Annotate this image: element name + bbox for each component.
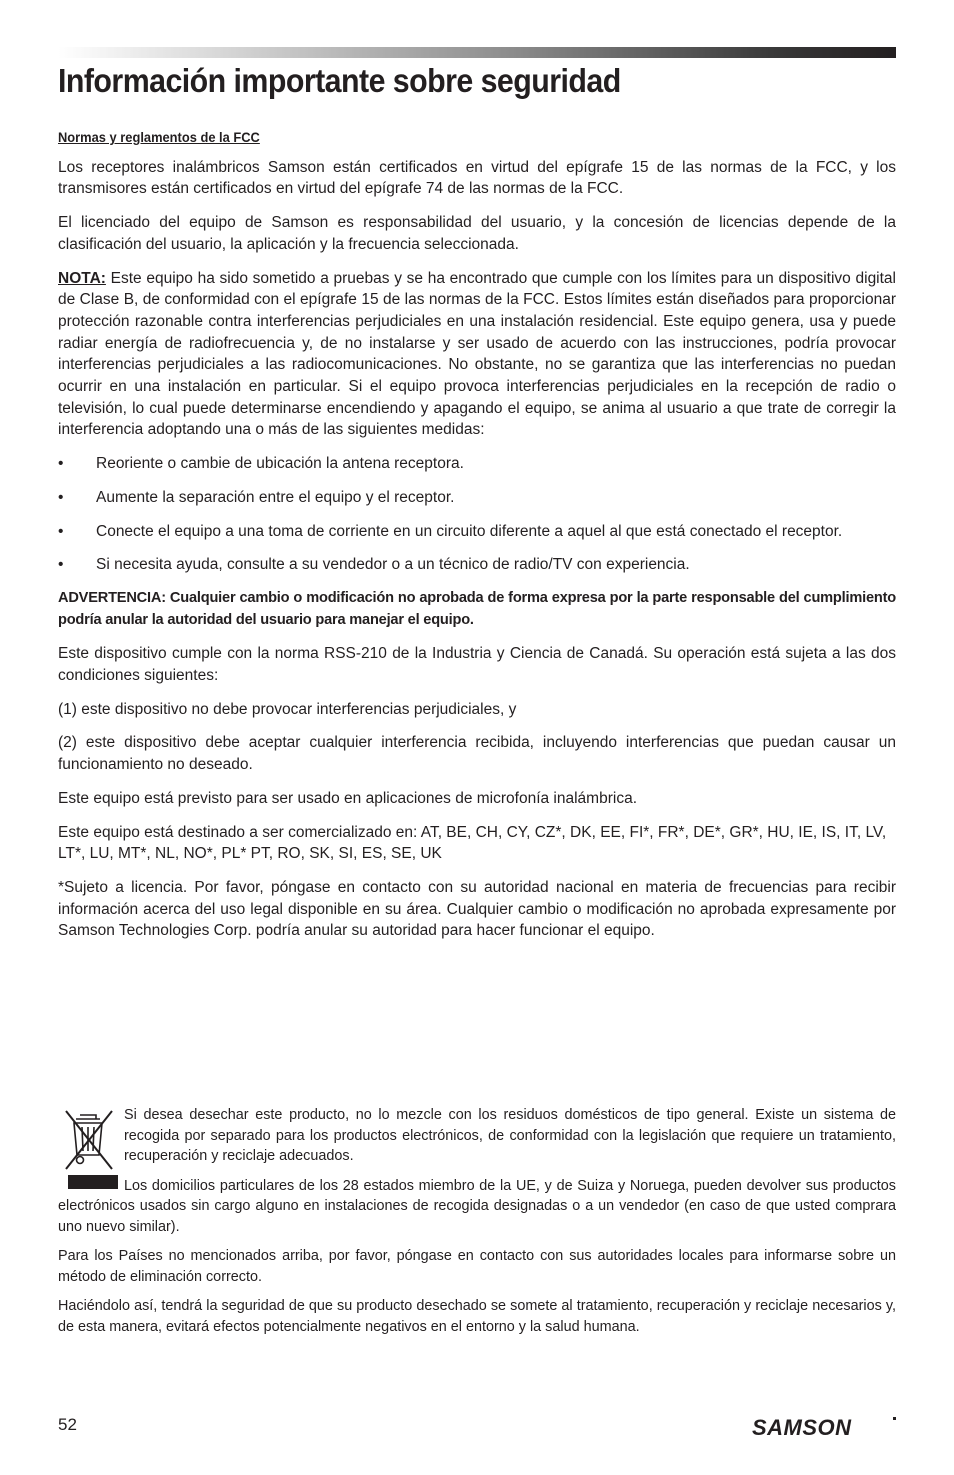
header-gradient-bar (58, 47, 896, 58)
fcc-paragraph-certification: Los receptores inalámbricos Samson están certificados en virtud del epígrafe 15 de las normas de la FCC, y los transmisores están certificados en virtud del epígrafe 74 de las normas de la FCC. (58, 158, 896, 198)
intended-use-paragraph: Este equipo está previsto para ser usado en aplicaciones de microfonía inalámbrica. (58, 789, 637, 807)
list-item-text: Conecte el equipo a una toma de corriente en un circuito diferente a aquel al que está conectado el receptor. (96, 522, 843, 540)
bullet-icon: • (58, 522, 64, 540)
measures-list (58, 453, 896, 576)
page-number: 52 (58, 1415, 77, 1434)
crossed-out-wheelie-bin-icon (58, 1105, 120, 1189)
license-paragraph: *Sujeto a licencia. Por favor, póngase en contacto con su autoridad nacional en materia de frecuencias para recibir información acerca del uso legal disponible en su área. Cualquier cambio o modificación no aprobada expresamente por Samson Technologies Corp. podría anular su autoridad para hacer funcionar el equipo. (58, 878, 896, 940)
condition-2: (2) este dispositivo debe aceptar cualquier interferencia recibida, incluyendo interferencias que puedan causar un funcionamiento no deseado. (58, 734, 896, 774)
samson-logo: SAMSON (752, 1415, 852, 1440)
list-item-text: Aumente la separación entre el equipo y el receptor. (96, 488, 455, 506)
wheelie-bin-icon (58, 1105, 120, 1175)
list-item (58, 521, 896, 543)
list-item-text: Si necesita ayuda, consulte a su vendedor o a un técnico de radio/TV con experiencia. (96, 556, 690, 574)
recycling-paragraph-3: Para los Países no mencionados arriba, por favor, póngase en contacto con sus autoridades locales para informarse sobre un método de eliminación correcto. (58, 1248, 896, 1285)
fcc-section (58, 127, 896, 954)
nota-label: NOTA: (58, 269, 106, 287)
condition-1: (1) este dispositivo no debe provocar interferencias perjudiciales, y (58, 700, 517, 718)
nota-paragraph (58, 268, 896, 442)
recycling-section (58, 1105, 896, 1346)
recycling-paragraph-1: Si desea desechar este producto, no lo mezcle con los residuos domésticos de tipo general. Existe un sistema de recogida por separado para los productos electrónicos, de conformidad con la legislación que requiere un tratamiento, recuperación y reciclaje adecuados. (124, 1107, 896, 1164)
logo-trademark-dot (893, 1417, 896, 1420)
bullet-icon: • (58, 488, 64, 506)
bin-underline-bar (68, 1175, 118, 1189)
countries-paragraph: Este equipo está destinado a ser comercializado en: AT, BE, CH, CY, CZ*, DK, EE, FI*, FR*, DE*, GR*, HU, IE, IS, IT, LV, LT*, LU, MT*, NL, NO*, PL* PT, RO, SK, SI, ES, SE, UK (58, 823, 887, 863)
fcc-heading: Normas y reglamentos de la FCC (58, 129, 260, 145)
list-item (58, 487, 896, 509)
warning-paragraph: ADVERTENCIA: Cualquier cambio o modificación no aprobada de forma expresa por la parte responsable del cumplimiento podría anular la autoridad del usuario para manejar el equipo. (58, 589, 896, 628)
nota-text: Este equipo ha sido sometido a pruebas y se ha encontrado que cumple con los límites para un dispositivo digital de Clase B, de conformidad con el epígrafe 15 de las normas de la FCC. Estos límites están diseñados para proporcionar protección razonable contra interferencias perjudiciales en una instalación residencial. Este equipo genera, usa y puede radiar energía de radiofrecuencia y, de no instalarse y ser usado de acuerdo con las instrucciones, podría provocar interferencias perjudiciales a las radiocomunicaciones. No obstante, no se garantiza que las interferencias no puedan ocurrir en una instalación en particular. Si el equipo provoca interferencias perjudiciales en la recepción de radio o televisión, lo cual puede determinarse encendiendo y apagando el equipo, se anima al usuario a que trate de corregir la interferencia adoptando una o más de las siguientes medidas: (58, 269, 896, 439)
list-item (58, 554, 896, 576)
bullet-icon: • (58, 455, 64, 473)
recycling-paragraph-2: Los domicilios particulares de los 28 estados miembro de la UE, y de Suiza y Noruega, pueden devolver sus productos electrónicos usados sin cargo alguno en instalaciones de recogida designadas o a un vendedor (en caso de que usted comprara uno nuevo similar). (58, 1177, 896, 1235)
page-title: Información importante sobre seguridad (58, 62, 621, 99)
recycling-paragraph-4: Haciéndolo así, tendrá la seguridad de que su producto desechado se somete al tratamiento, recuperación y reciclaje necesarios y, de esta manera, evitará efectos potencialmente negativos en el entorno y la salud humana. (58, 1298, 896, 1335)
list-item (58, 453, 896, 475)
bullet-icon: • (58, 556, 64, 574)
fcc-paragraph-licensing: El licenciado del equipo de Samson es responsabilidad del usuario, y la concesión de licencias depende de la clasificación del usuario, la aplicación y la frecuencia seleccionada. (58, 214, 896, 253)
list-item-text: Reoriente o cambie de ubicación la antena receptora. (96, 455, 464, 473)
canada-paragraph: Este dispositivo cumple con la norma RSS-210 de la Industria y Ciencia de Canadá. Su operación está sujeta a las dos condiciones siguientes: (58, 645, 896, 685)
